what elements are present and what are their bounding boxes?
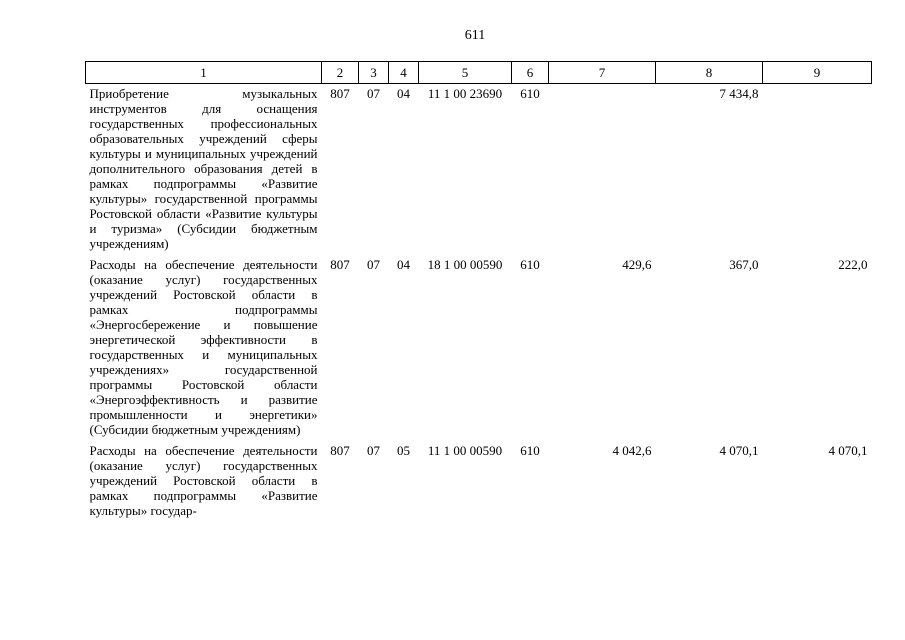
amount-col-7: 4 042,6 — [612, 443, 652, 458]
expense-type-code: 610 — [520, 257, 540, 272]
section-code: 07 — [367, 86, 380, 101]
col-header-9: 9 — [763, 62, 872, 84]
amount-col-7 — [549, 84, 656, 256]
ministry-code: 807 — [330, 257, 350, 272]
col-header-6: 6 — [512, 62, 549, 84]
section-code: 07 — [367, 443, 380, 458]
amount-col-9 — [763, 84, 872, 256]
col-header-5: 5 — [419, 62, 512, 84]
table-row — [86, 441, 872, 525]
col-header-1: 1 — [86, 62, 322, 84]
amount-col-7: 429,6 — [622, 257, 652, 272]
col-header-3: 3 — [359, 62, 389, 84]
expense-type-code: 610 — [520, 443, 540, 458]
col-header-2: 2 — [322, 62, 359, 84]
section-code: 07 — [367, 257, 380, 272]
col-header-8: 8 — [656, 62, 763, 84]
ministry-code: 807 — [330, 443, 350, 458]
target-article-code: 11 1 00 00590 — [427, 443, 503, 458]
subsection-code: 04 — [397, 86, 410, 101]
ministry-code: 807 — [330, 86, 350, 101]
subsection-code: 04 — [397, 257, 410, 272]
table-row — [86, 84, 872, 256]
header-row — [86, 62, 872, 84]
budget-table — [85, 61, 872, 525]
target-article-code: 18 1 00 00590 — [427, 257, 503, 272]
table-row — [86, 255, 872, 441]
amount-col-8: 367,0 — [729, 257, 759, 272]
expense-description: Расходы на обеспечение деятельности (оказание услуг) государственных учреждений Ростовской области в рамках подпрограммы «Энергосбережение и повышение энергетической эффективности в государственных и муниципальных учреждениях» государственной программы Ростовской области «Энергоэффективность и развитие промышленности и энергетики» (Субсидии бюджетным учреждениям) — [89, 257, 318, 437]
amount-col-8: 4 070,1 — [719, 443, 759, 458]
page-number: 611 — [464, 28, 486, 43]
amount-col-9: 4 070,1 — [828, 443, 868, 458]
subsection-code: 05 — [397, 443, 410, 458]
expense-description: Расходы на обеспечение деятельности (оказание услуг) государственных учреждений Ростовской области в рамках подпрограммы «Развитие культуры» государ- — [89, 443, 318, 518]
col-header-4: 4 — [389, 62, 419, 84]
col-header-7: 7 — [549, 62, 656, 84]
expense-description-cell — [86, 441, 322, 525]
amount-col-9: 222,0 — [838, 257, 868, 272]
amount-col-8: 7 434,8 — [719, 86, 759, 101]
expense-type-code: 610 — [520, 86, 540, 101]
expense-description: Приобретение музыкальных инструментов для оснащения государственных профессиональных образовательных учреждений сферы культуры и муниципальных учреждений дополнительного образования детей в рамках подпрограммы «Развитие культуры» государственной программы Ростовской области «Развитие культуры и туризма» (Субсидии бюджетным учреждениям) — [89, 86, 318, 251]
target-article-code: 11 1 00 23690 — [427, 86, 503, 101]
